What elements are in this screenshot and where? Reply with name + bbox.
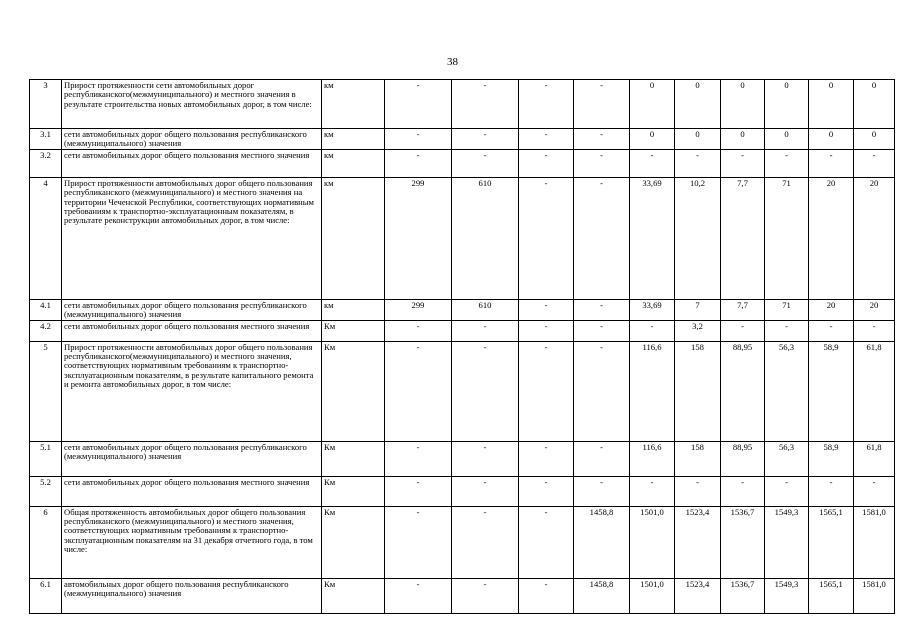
value-cell: - — [574, 476, 630, 506]
value-cell: 1458,8 — [574, 578, 630, 613]
table-row — [30, 149, 895, 177]
table-row — [30, 299, 895, 320]
row-description: Прирост протяженности автомобильных дорог общего пользования республиканского(межмуниципального) и местного значения, соответствующих нормативным требованиям к транспортно-эксплуатационным показателям, в результате капитального ремонта и ремонта автомобильных дорог, в том числе: — [62, 341, 322, 441]
value-cell: - — [721, 320, 765, 341]
value-cell: - — [385, 129, 452, 150]
row-unit: км — [322, 149, 385, 177]
row-unit: км — [322, 177, 385, 299]
table-body — [30, 80, 895, 614]
row-unit: Км — [322, 341, 385, 441]
row-number: 4.1 — [30, 299, 62, 320]
value-cell: - — [519, 506, 574, 578]
value-cell: 7,7 — [721, 177, 765, 299]
value-cell: 33,69 — [630, 177, 675, 299]
row-description: автомобильных дорог общего пользования республиканского (межмуниципального) значения — [62, 578, 322, 613]
value-cell: - — [630, 320, 675, 341]
value-cell: - — [452, 441, 519, 476]
value-cell: - — [675, 149, 721, 177]
row-unit: Км — [322, 506, 385, 578]
value-cell: 0 — [765, 80, 809, 129]
value-cell: - — [854, 149, 895, 177]
value-cell: 71 — [765, 177, 809, 299]
row-description: сети автомобильных дорог общего пользования республиканского (межмуниципального) значения — [62, 299, 322, 320]
value-cell: 10,2 — [675, 177, 721, 299]
value-cell: - — [519, 476, 574, 506]
value-cell: 116,6 — [630, 441, 675, 476]
value-cell: 1536,7 — [721, 506, 765, 578]
value-cell: 0 — [721, 80, 765, 129]
value-cell: 61,8 — [854, 341, 895, 441]
value-cell: - — [721, 476, 765, 506]
value-cell: - — [452, 320, 519, 341]
value-cell: - — [574, 149, 630, 177]
value-cell: - — [519, 149, 574, 177]
value-cell: 88,95 — [721, 441, 765, 476]
value-cell: - — [452, 476, 519, 506]
value-cell: - — [574, 341, 630, 441]
value-cell: - — [675, 476, 721, 506]
value-cell: - — [519, 177, 574, 299]
value-cell: 20 — [854, 299, 895, 320]
row-unit: Км — [322, 320, 385, 341]
row-unit: Км — [322, 578, 385, 613]
row-description: сети автомобильных дорог общего пользования республиканского (межмуниципального) значения — [62, 441, 322, 476]
value-cell: - — [519, 129, 574, 150]
value-cell: - — [385, 341, 452, 441]
value-cell: 0 — [809, 129, 854, 150]
value-cell: - — [519, 299, 574, 320]
row-description: сети автомобильных дорог общего пользования местного значения — [62, 149, 322, 177]
value-cell: 58,9 — [809, 441, 854, 476]
row-number: 4.2 — [30, 320, 62, 341]
value-cell: 61,8 — [854, 441, 895, 476]
value-cell: - — [809, 149, 854, 177]
value-cell: 56,3 — [765, 441, 809, 476]
value-cell: - — [574, 320, 630, 341]
value-cell: 1501,0 — [630, 578, 675, 613]
value-cell: 20 — [809, 299, 854, 320]
row-description: Прирост протяженности автомобильных дорог общего пользования республиканского (межмуниципального) и местного значения на территории Чеченской Республики, соответствующих нормативным требованиям к транспортно-эксплуатационным показателям, в результате реконструкции автомобильных дорог, в том числе: — [62, 177, 322, 299]
table-row — [30, 506, 895, 578]
value-cell: - — [721, 149, 765, 177]
value-cell: 56,3 — [765, 341, 809, 441]
table-row — [30, 80, 895, 129]
value-cell: 3,2 — [675, 320, 721, 341]
value-cell: 0 — [809, 80, 854, 129]
value-cell: 0 — [854, 129, 895, 150]
value-cell: 1523,4 — [675, 506, 721, 578]
table-row — [30, 320, 895, 341]
value-cell: 0 — [630, 129, 675, 150]
value-cell: 158 — [675, 441, 721, 476]
table-row — [30, 129, 895, 150]
value-cell: - — [574, 80, 630, 129]
value-cell: - — [519, 341, 574, 441]
row-description: Общая протяженность автомобильных дорог общего пользования республиканского (межмуниципального) и местного значения, соответствующих нормативным требованиям к транспортно-эксплуатационным показателям на 31 декабря отчетного года, в том числе: — [62, 506, 322, 578]
row-number: 6.1 — [30, 578, 62, 613]
value-cell: 71 — [765, 299, 809, 320]
value-cell: 0 — [675, 80, 721, 129]
value-cell: 0 — [721, 129, 765, 150]
value-cell: - — [385, 441, 452, 476]
value-cell: - — [630, 476, 675, 506]
value-cell: - — [574, 441, 630, 476]
value-cell: 88,95 — [721, 341, 765, 441]
row-number: 3.2 — [30, 149, 62, 177]
row-number: 3 — [30, 80, 62, 129]
value-cell: 58,9 — [809, 341, 854, 441]
row-number: 5 — [30, 341, 62, 441]
value-cell: - — [452, 129, 519, 150]
value-cell: - — [574, 129, 630, 150]
value-cell: 1458,8 — [574, 506, 630, 578]
row-number: 5.2 — [30, 476, 62, 506]
row-number: 3.1 — [30, 129, 62, 150]
value-cell: - — [385, 506, 452, 578]
value-cell: 7,7 — [721, 299, 765, 320]
value-cell: 0 — [854, 80, 895, 129]
value-cell: - — [765, 320, 809, 341]
row-number: 6 — [30, 506, 62, 578]
value-cell: - — [854, 320, 895, 341]
value-cell: 20 — [854, 177, 895, 299]
value-cell: 20 — [809, 177, 854, 299]
row-number: 4 — [30, 177, 62, 299]
value-cell: 0 — [675, 129, 721, 150]
page-number: 38 — [447, 56, 458, 68]
value-cell: - — [452, 341, 519, 441]
value-cell: 610 — [452, 177, 519, 299]
row-description: сети автомобильных дорог общего пользования местного значения — [62, 476, 322, 506]
table-row — [30, 578, 895, 613]
row-unit: км — [322, 299, 385, 320]
row-unit: км — [322, 80, 385, 129]
value-cell: - — [574, 299, 630, 320]
value-cell: 1501,0 — [630, 506, 675, 578]
value-cell: - — [519, 320, 574, 341]
value-cell: 7 — [675, 299, 721, 320]
value-cell: 1536,7 — [721, 578, 765, 613]
value-cell: - — [765, 476, 809, 506]
value-cell: 0 — [765, 129, 809, 150]
value-cell: - — [385, 80, 452, 129]
value-cell: - — [854, 476, 895, 506]
value-cell: 1581,0 — [854, 578, 895, 613]
indicator-table — [29, 79, 895, 614]
value-cell: 1581,0 — [854, 506, 895, 578]
value-cell: - — [519, 80, 574, 129]
value-cell: 299 — [385, 177, 452, 299]
value-cell: 1565,1 — [809, 506, 854, 578]
value-cell: 158 — [675, 341, 721, 441]
value-cell: - — [765, 149, 809, 177]
value-cell: - — [574, 177, 630, 299]
row-unit: Км — [322, 441, 385, 476]
table-row — [30, 441, 895, 476]
row-unit: км — [322, 129, 385, 150]
value-cell: 1523,4 — [675, 578, 721, 613]
value-cell: - — [385, 149, 452, 177]
value-cell: - — [452, 578, 519, 613]
value-cell: - — [452, 149, 519, 177]
value-cell: 1565,1 — [809, 578, 854, 613]
value-cell: - — [809, 320, 854, 341]
value-cell: - — [385, 476, 452, 506]
row-unit: Км — [322, 476, 385, 506]
table-row — [30, 341, 895, 441]
value-cell: - — [519, 578, 574, 613]
row-description: Прирост протяженности сети автомобильных дорог республиканского(межмуниципального) и местного значения в результате строительства новых автомобильных дорог, в том числе: — [62, 80, 322, 129]
value-cell: - — [630, 149, 675, 177]
table-row — [30, 476, 895, 506]
value-cell: - — [452, 80, 519, 129]
row-description: сети автомобильных дорог общего пользования республиканского (межмуниципального) значения — [62, 129, 322, 150]
row-description: сети автомобильных дорог общего пользования местного значения — [62, 320, 322, 341]
value-cell: - — [385, 320, 452, 341]
value-cell: 1549,3 — [765, 578, 809, 613]
value-cell: 299 — [385, 299, 452, 320]
value-cell: - — [385, 578, 452, 613]
value-cell: - — [519, 441, 574, 476]
value-cell: 610 — [452, 299, 519, 320]
row-number: 5.1 — [30, 441, 62, 476]
value-cell: 1549,3 — [765, 506, 809, 578]
value-cell: 0 — [630, 80, 675, 129]
value-cell: 116,6 — [630, 341, 675, 441]
table-row — [30, 177, 895, 299]
value-cell: - — [452, 506, 519, 578]
value-cell: 33,69 — [630, 299, 675, 320]
value-cell: - — [809, 476, 854, 506]
